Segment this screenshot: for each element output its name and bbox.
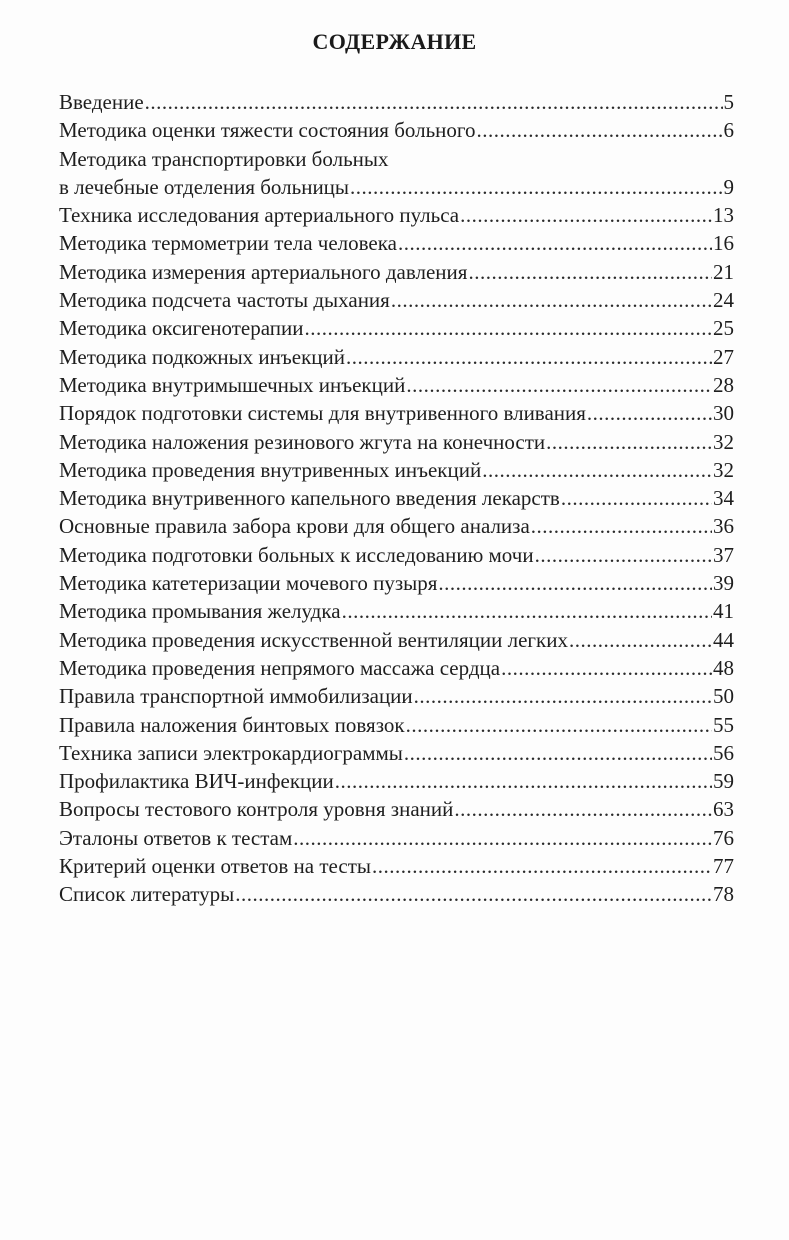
- toc-entry-page: 24: [713, 288, 734, 313]
- toc-entry-page: 48: [713, 655, 734, 680]
- page-title: СОДЕРЖАНИЕ: [312, 29, 477, 54]
- toc-entry-page: 44: [713, 627, 734, 652]
- toc-entry-page: 30: [713, 401, 734, 426]
- toc-entry-page: 77: [713, 854, 734, 879]
- toc-entry-page: 5: [723, 90, 734, 114]
- toc-entry-page: 21: [713, 259, 734, 284]
- toc-entry-page: 41: [713, 599, 734, 624]
- toc-entry: [59, 852, 734, 880]
- toc-entry-title: Методика внутримышечных инъекций: [59, 372, 406, 397]
- toc-entry-title: Техника записи электрокардиограммы: [59, 740, 403, 765]
- toc-entry-page: 55: [713, 712, 734, 737]
- dot-leader: [350, 173, 722, 201]
- toc-entry-page: 36: [713, 514, 734, 539]
- toc-entry-page: 56: [713, 740, 734, 765]
- toc-entry-title: Критерий оценки ответов на тесты: [59, 854, 371, 879]
- toc-entry-page: 63: [713, 797, 734, 822]
- toc-entry-title-line1: Методика транспортировки больных: [59, 146, 389, 171]
- dot-leader: [546, 428, 712, 456]
- dot-leader: [372, 852, 712, 880]
- dot-leader: [477, 116, 723, 144]
- toc-entry: [59, 541, 734, 569]
- toc-entry-introduction: [59, 88, 734, 116]
- toc-entry-title: Методика катетеризации мочевого пузыря: [59, 571, 438, 596]
- dot-leader: [438, 569, 712, 597]
- toc-entry-page: 6: [723, 118, 734, 143]
- toc-entry-page: 37: [713, 542, 734, 567]
- toc-entry-title: Список литературы: [59, 882, 235, 907]
- toc-entry-page: 27: [713, 344, 734, 369]
- toc-entry-title: Методика проведения искусственной вентиляции легких: [59, 627, 568, 652]
- dot-leader: [346, 343, 712, 371]
- toc-entry: [59, 456, 734, 484]
- toc-entry: [59, 767, 734, 795]
- dot-leader: [335, 767, 712, 795]
- toc-entry-title: Эталоны ответов к тестам: [59, 825, 293, 850]
- toc-entry-title: Методика термометрии тела человека: [59, 231, 397, 256]
- toc-entry: [59, 824, 734, 852]
- toc-entry: [59, 654, 734, 682]
- toc-entry-title: Методика подкожных инъекций: [59, 344, 346, 369]
- toc-entry: [59, 286, 734, 314]
- toc-entry-title: Методика подготовки больных к исследованию мочи: [59, 542, 534, 567]
- toc-entry-title: Правила наложения бинтовых повязок: [59, 712, 405, 737]
- toc-entry: [59, 626, 734, 654]
- toc-entry-page: 13: [713, 203, 734, 228]
- dot-leader: [535, 541, 712, 569]
- dot-leader: [482, 456, 712, 484]
- toc-entry-page: 32: [713, 429, 734, 454]
- toc-entry-title: Введение: [59, 90, 144, 114]
- toc-entry-title-line2: в лечебные отделения больницы: [59, 174, 350, 199]
- dot-leader: [305, 314, 712, 342]
- table-of-contents: [59, 88, 734, 909]
- dot-leader: [235, 880, 712, 908]
- dot-leader: [569, 626, 712, 654]
- dot-leader: [561, 484, 712, 512]
- toc-entry-page: 39: [713, 571, 734, 596]
- dot-leader: [398, 229, 712, 257]
- toc-entry-title: Методика наложения резинового жгута на конечности: [59, 429, 546, 454]
- toc-entry-title: Методика проведения непрямого массажа сердца: [59, 655, 501, 680]
- dot-leader: [406, 371, 712, 399]
- toc-entry: [59, 428, 734, 456]
- dot-leader: [587, 399, 712, 427]
- dot-leader: [293, 824, 712, 852]
- toc-entry-page: 9: [723, 174, 734, 199]
- toc-entry-last-line: [59, 173, 734, 201]
- dot-leader: [531, 512, 712, 540]
- toc-entry-page: 16: [713, 231, 734, 256]
- toc-entry-page: 34: [713, 486, 734, 511]
- toc-entry-title: Порядок подготовки системы для внутривенного вливания: [59, 401, 586, 426]
- toc-entry-page: 32: [713, 457, 734, 482]
- toc-entry: [59, 229, 734, 257]
- toc-entry: [59, 682, 734, 710]
- dot-leader: [454, 795, 712, 823]
- toc-entry: [59, 258, 734, 286]
- toc-entry: [59, 597, 734, 625]
- toc-entry: [59, 343, 734, 371]
- toc-entry: [59, 880, 734, 908]
- toc-entry-page: 59: [713, 769, 734, 794]
- toc-entry: [59, 569, 734, 597]
- toc-entry-title: Методика оценки тяжести состояния больного: [59, 118, 476, 143]
- toc-entry-title: Методика оксигенотерапии: [59, 316, 304, 341]
- toc-entry-title: Правила транспортной иммобилизации: [59, 684, 413, 709]
- dot-leader: [391, 286, 712, 314]
- toc-entry-title: Вопросы тестового контроля уровня знаний: [59, 797, 454, 822]
- toc-entry-title: Профилактика ВИЧ-инфекции: [59, 769, 334, 794]
- toc-entry: [59, 314, 734, 342]
- dot-leader: [414, 682, 712, 710]
- toc-entry-title: Методика проведения внутривенных инъекций: [59, 457, 482, 482]
- toc-entry-page: 78: [713, 882, 734, 907]
- toc-entry: [59, 711, 734, 739]
- dot-leader: [342, 597, 712, 625]
- toc-entry-title: Методика промывания желудка: [59, 599, 341, 624]
- toc-entry-page: 28: [713, 372, 734, 397]
- toc-entry-page: 50: [713, 684, 734, 709]
- dot-leader: [406, 711, 712, 739]
- toc-entry-title: Методика внутривенного капельного введения лекарств: [59, 486, 560, 511]
- dot-leader: [468, 258, 712, 286]
- toc-entry: [59, 145, 734, 202]
- toc-entry-title: Методика подсчета частоты дыхания: [59, 288, 390, 313]
- dot-leader: [501, 654, 712, 682]
- toc-entry: [59, 512, 734, 540]
- toc-entry-title: Методика измерения артериального давления: [59, 259, 468, 284]
- toc-entry-page: 76: [713, 825, 734, 850]
- toc-entry: [59, 739, 734, 767]
- toc-entry: [59, 795, 734, 823]
- dot-leader: [404, 739, 712, 767]
- dot-leader: [460, 201, 712, 229]
- toc-entry-title: Основные правила забора крови для общего анализа: [59, 514, 530, 539]
- toc-entry: [59, 201, 734, 229]
- toc-entry: [59, 371, 734, 399]
- toc-entry: [59, 116, 734, 144]
- toc-entry-title: Техника исследования артериального пульса: [59, 203, 460, 228]
- toc-entry-page: 25: [713, 316, 734, 341]
- dot-leader: [145, 88, 723, 116]
- toc-entry: [59, 484, 734, 512]
- toc-entry: [59, 399, 734, 427]
